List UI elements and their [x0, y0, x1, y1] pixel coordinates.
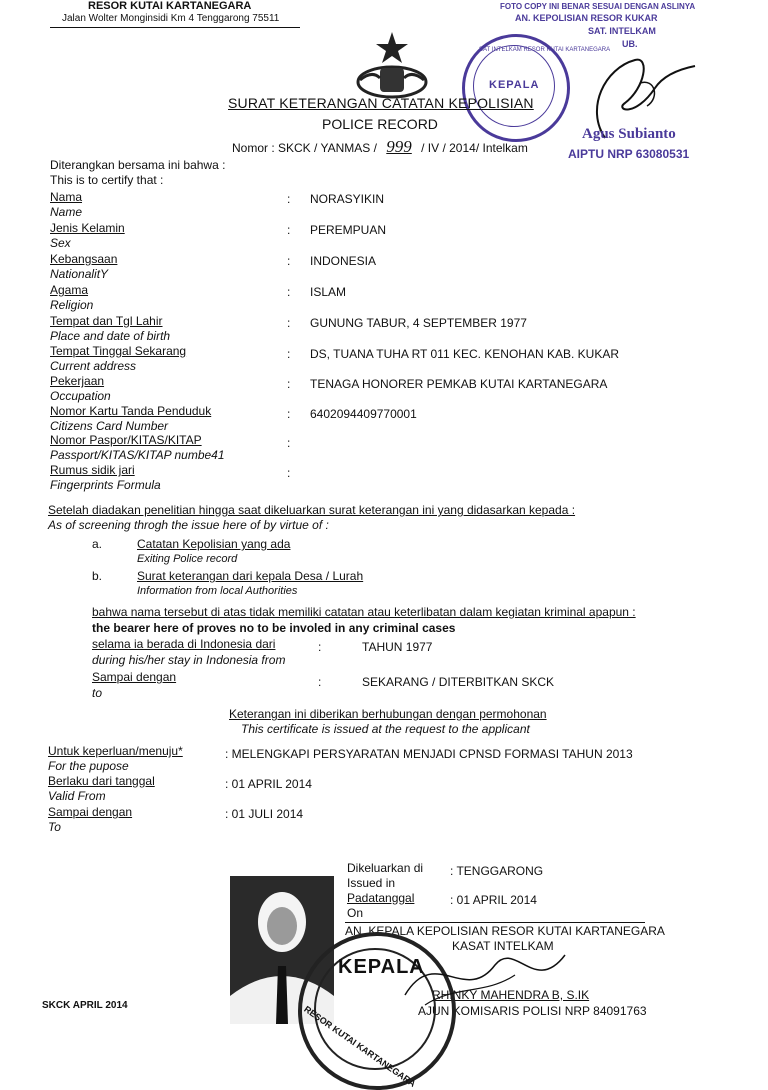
field-value-religion: ISLAM	[310, 285, 347, 299]
screening-item-mark: b.	[92, 569, 103, 583]
issuing-dept: KASAT INTELKAM	[452, 939, 554, 953]
field-colon: :	[287, 347, 291, 361]
field-colon: :	[287, 466, 291, 480]
field-label: Agama	[50, 283, 89, 297]
stamp-top-outer: SAT INTELKAM RESOR KUTAI KARTANEGARA	[479, 47, 611, 53]
field-value-occupation: TENAGA HONORER PEMKAB KUTAI KARTANEGARA	[310, 377, 608, 391]
issuing-authority: AN. KEPALA KEPOLISIAN RESOR KUTAI KARTANEGARA	[345, 924, 665, 938]
field-label: Tempat dan Tgl Lahir	[50, 314, 163, 328]
field-colon: :	[287, 223, 291, 237]
nomor-prefix: Nomor : SKCK / YANMAS /	[232, 141, 377, 155]
field-label-en: Sex	[50, 236, 71, 250]
stay-label: selama ia berada di Indonesia dari	[92, 637, 276, 651]
nomor-suffix: / IV / 2014/ Intelkam	[421, 141, 528, 155]
document-title: SURAT KETERANGAN CATATAN KEPOLISIAN	[228, 95, 534, 111]
field-colon: :	[287, 285, 291, 299]
stamp-bottom-outer: RESOR KUTAI KARTANEGARA	[302, 1004, 418, 1089]
stamp-bottom-center: KEPALA	[338, 956, 425, 978]
valid-from-value: : 01 APRIL 2014	[225, 777, 312, 791]
until-label-en: to	[92, 686, 103, 700]
stay-colon: :	[318, 640, 322, 654]
certifier-name: Agus Subianto	[582, 126, 676, 142]
field-label: Pekerjaan	[50, 374, 105, 388]
issued-at-value: : TENGGARONG	[450, 864, 544, 878]
org-address: Jalan Wolter Monginsidi Km 4 Tenggarong 75511	[62, 13, 280, 24]
valid-to-label: Sampai dengan	[48, 805, 133, 819]
officer-rank: AJUN KOMISARIS POLISI NRP 84091763	[418, 1004, 647, 1018]
until-colon: :	[318, 675, 322, 689]
signature-bottom	[395, 935, 575, 1015]
valid-from-label-en: Valid From	[48, 789, 106, 803]
request-id: Keterangan ini diberikan berhubungan dengan permohonan	[229, 707, 547, 721]
field-label-en: Fingerprints Formula	[50, 478, 161, 492]
field-colon: :	[287, 254, 291, 268]
issued-date-value: : 01 APRIL 2014	[450, 893, 537, 907]
field-label-en: Occupation	[50, 389, 111, 403]
field-label-en: Religion	[50, 298, 94, 312]
valid-to-value: : 01 JULI 2014	[225, 807, 304, 821]
field-value-address: DS, TUANA TUHA RT 011 KEC. KENOHAN KAB. KUKAR	[310, 347, 619, 361]
certified-copy-line2: AN. KEPOLISIAN RESOR KUKAR	[515, 13, 658, 23]
field-colon: :	[287, 377, 291, 391]
field-label: Nomor Kartu Tanda Penduduk	[50, 404, 212, 418]
issued-at-label-en: Issued in	[347, 876, 396, 890]
statement-en: the bearer here of proves no to be involed in any criminal cases	[92, 621, 456, 635]
field-value-name: NORASYIKIN	[310, 192, 385, 206]
issued-at-label: Dikeluarkan di	[347, 861, 424, 875]
purpose-label: Untuk keperluan/menuju*	[48, 744, 183, 758]
org-name: RESOR KUTAI KARTANEGARA	[88, 0, 252, 12]
stamp-top-center: KEPALA	[489, 79, 540, 91]
footer-code: SKCK APRIL 2014	[42, 1000, 128, 1011]
issued-date-label: Padatanggal	[347, 891, 415, 905]
screening-item-en: Information from local Authorities	[137, 585, 298, 597]
field-value-id-number: 6402094409770001	[310, 407, 417, 421]
stay-label-en: during his/her stay in Indonesia from	[92, 653, 286, 667]
nomor-handwritten: 999	[386, 137, 412, 156]
intro-id: Diterangkan bersama ini bahwa :	[50, 158, 226, 172]
field-value-nationality: INDONESIA	[310, 254, 377, 268]
field-label: Kebangsaan	[50, 252, 118, 266]
until-label: Sampai dengan	[92, 670, 177, 684]
field-value-sex: PEREMPUAN	[310, 223, 387, 237]
field-colon: :	[287, 436, 291, 450]
screening-item-id: Surat keterangan dari kepala Desa / Lurah	[137, 569, 364, 583]
field-label-en: Place and date of birth	[50, 329, 171, 343]
purpose-value: : MELENGKAPI PERSYARATAN MENJADI CPNSD FORMASI TAHUN 2013	[225, 747, 633, 761]
until-value: SEKARANG / DITERBITKAN SKCK	[362, 675, 555, 689]
statement-id: bahwa nama tersebut di atas tidak memiliki catatan atau keterlibatan dalam kegiatan kriminal apapun :	[92, 605, 636, 619]
field-label-en: Citizens Card Number	[50, 419, 169, 433]
officer-name: RHINKY MAHENDRA B, S.IK	[432, 988, 590, 1002]
field-label-en: Name	[50, 205, 83, 219]
screening-item-en: Exiting Police record	[137, 553, 238, 565]
field-label: Rumus sidik jari	[50, 463, 135, 477]
document-subtitle: POLICE RECORD	[322, 116, 438, 132]
screening-item-mark: a.	[92, 537, 103, 551]
valid-from-label: Berlaku dari tanggal	[48, 774, 155, 788]
field-label: Nomor Paspor/KITAS/KITAP	[50, 433, 202, 447]
certified-copy-line4: UB.	[622, 39, 638, 49]
kepala-stamp-top	[462, 34, 611, 142]
issued-date-label-en: On	[347, 906, 364, 920]
field-label: Tempat Tinggal Sekarang	[50, 344, 187, 358]
certified-copy-line3: SAT. INTELKAM	[588, 26, 656, 36]
stay-value: TAHUN 1977	[362, 640, 433, 654]
valid-to-label-en: To	[48, 820, 61, 834]
field-colon: :	[287, 407, 291, 421]
intro-en: This is to certify that :	[50, 173, 164, 187]
screening-en: As of screening throgh the issue here of by virtue of :	[48, 518, 329, 532]
purpose-label-en: For the pupose	[48, 759, 129, 773]
request-en: This certificate is issued at the request to the applicant	[241, 722, 530, 736]
field-label: Nama	[50, 190, 83, 204]
field-label: Jenis Kelamin	[50, 221, 125, 235]
document-number	[232, 137, 528, 157]
screening-item-id: Catatan Kepolisian yang ada	[137, 537, 291, 551]
certifier-rank: AIPTU NRP 63080531	[568, 147, 690, 161]
field-label-en: Passport/KITAS/KITAP numbe41	[50, 448, 225, 462]
certified-copy-line1: FOTO COPY INI BENAR SESUAI DENGAN ASLINYA	[500, 2, 696, 11]
field-colon: :	[287, 316, 291, 330]
field-label-en: Current address	[50, 359, 137, 373]
police-emblem-icon	[352, 30, 432, 100]
screening-id: Setelah diadakan penelitian hingga saat dikeluarkan surat keterangan ini yang didasarkan kepada :	[48, 503, 576, 517]
field-value-birth: GUNUNG TABUR, 4 SEPTEMBER 1977	[310, 316, 527, 330]
field-label-en: NationalitY	[50, 267, 109, 281]
field-colon: :	[287, 192, 291, 206]
